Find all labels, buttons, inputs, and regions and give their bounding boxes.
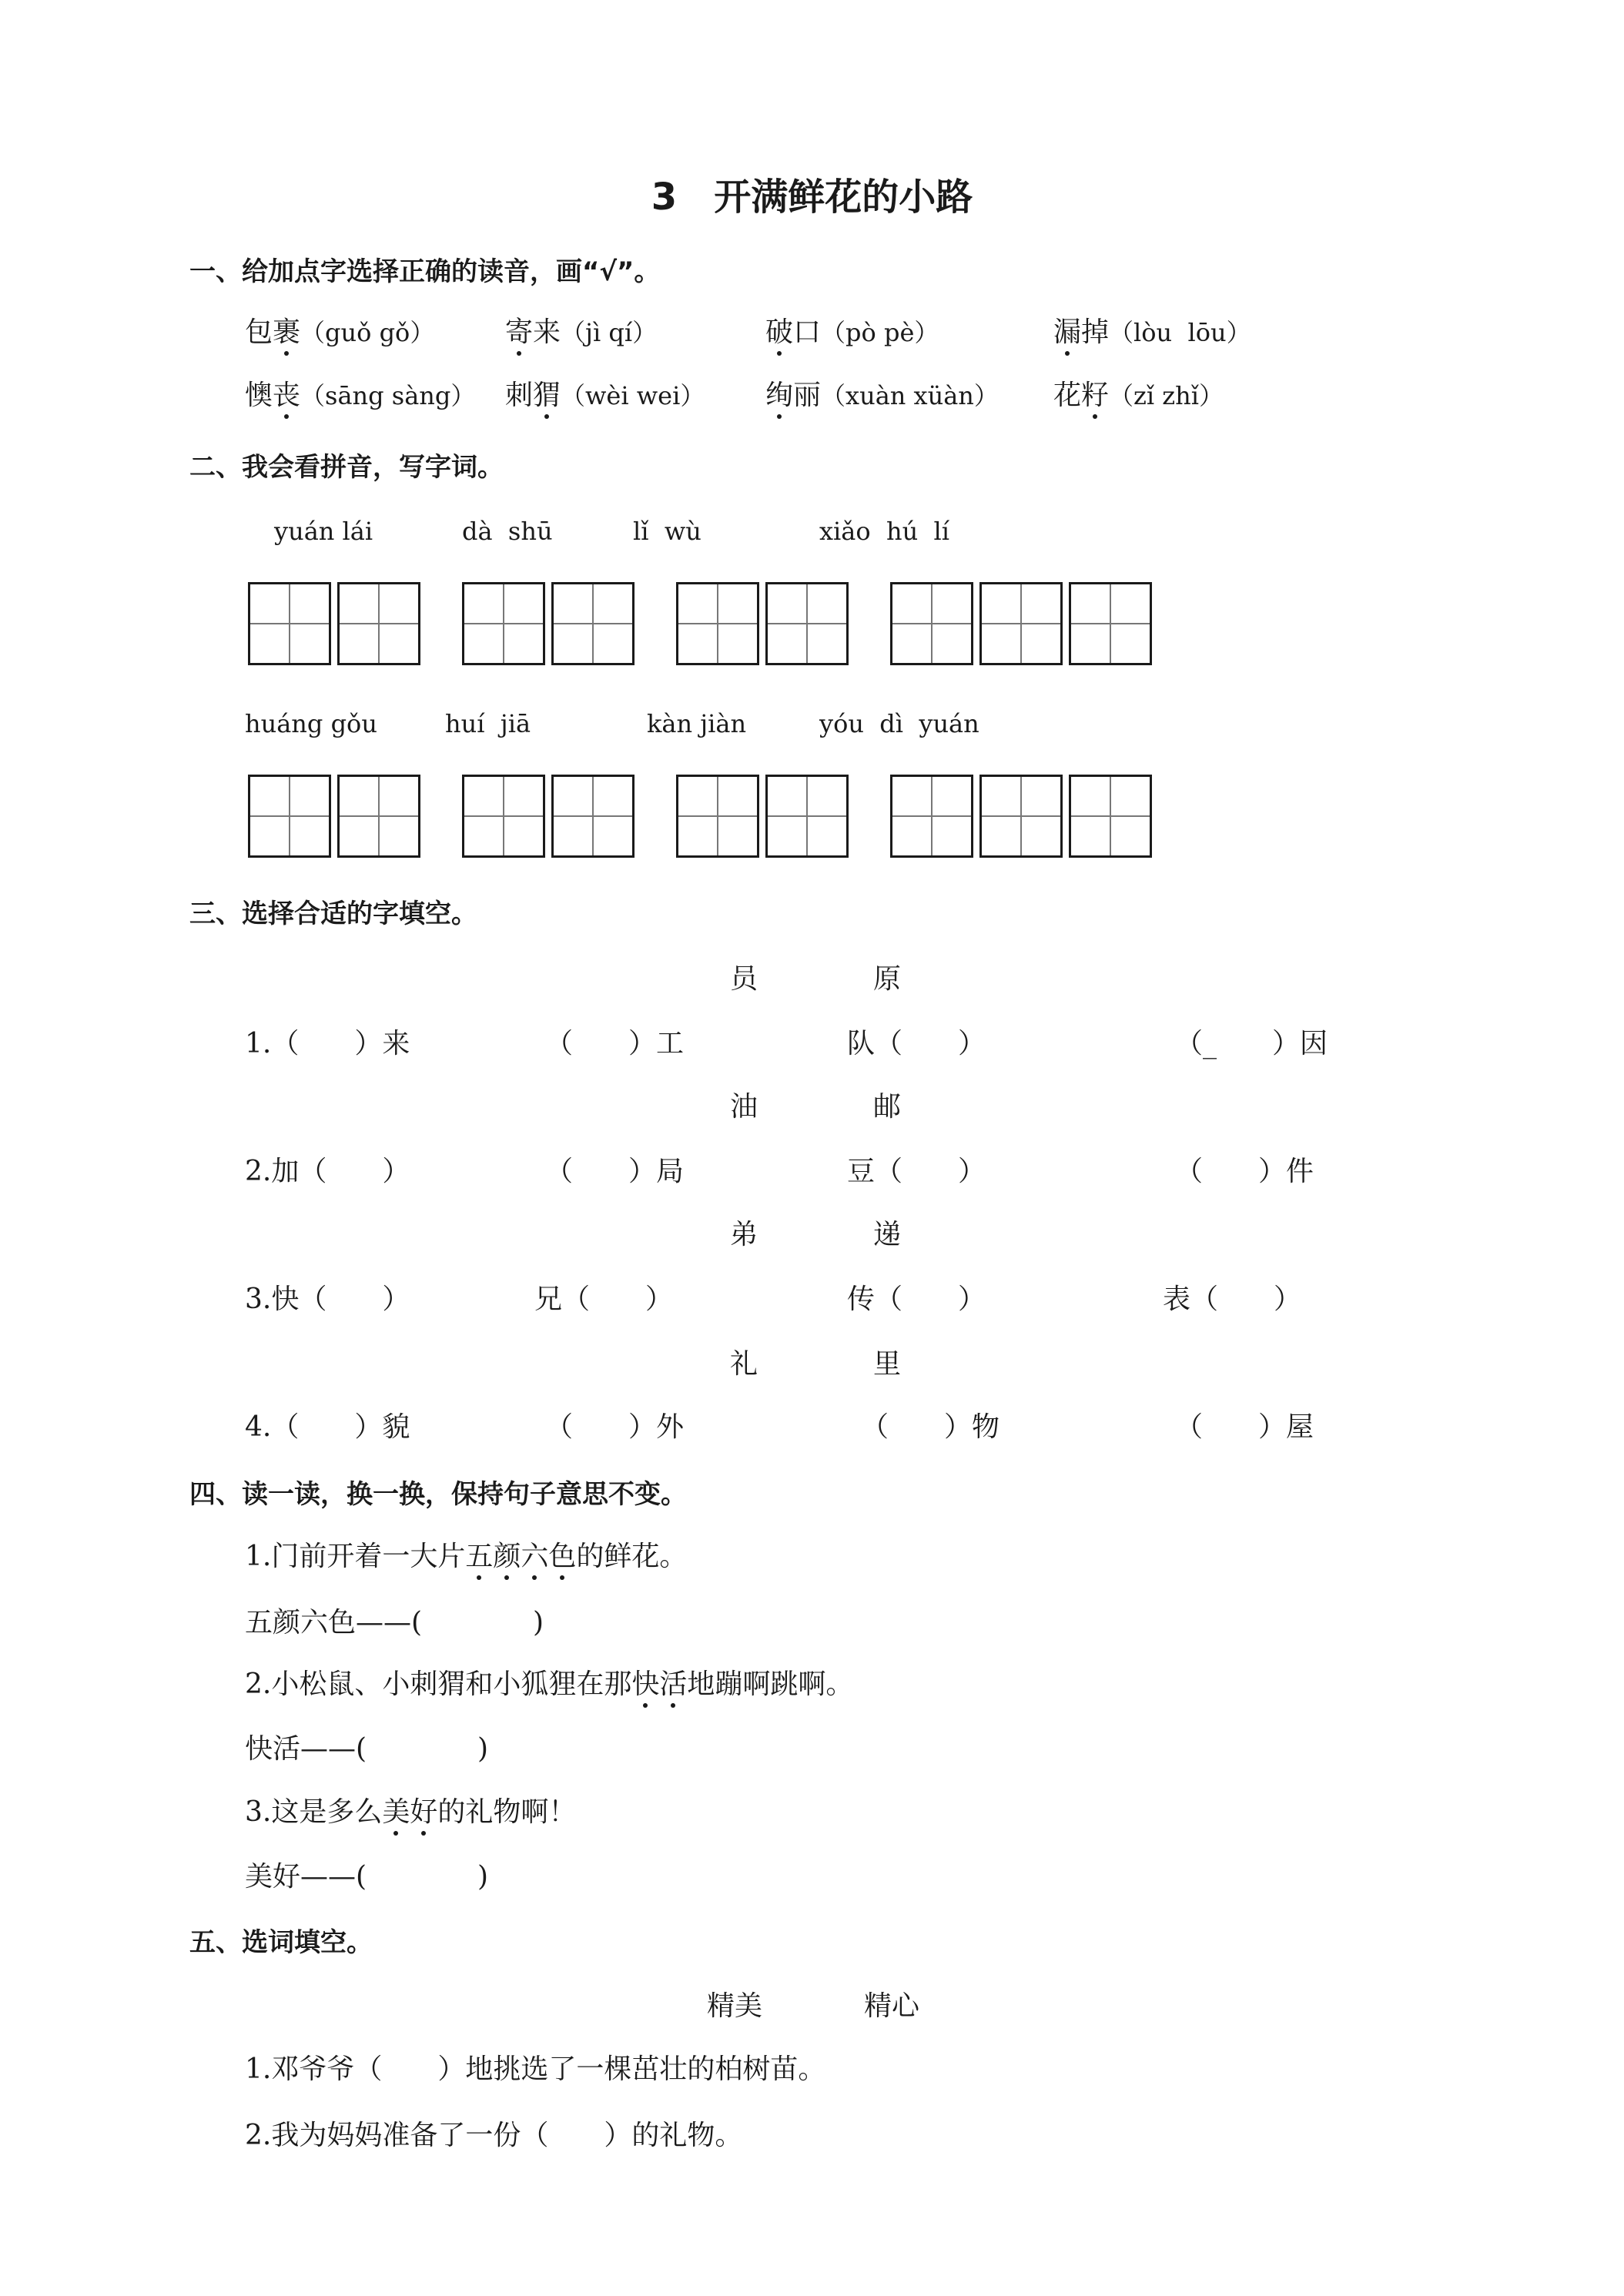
emphasis-char: 五 [465, 1541, 494, 1572]
writing-grid-group [248, 775, 420, 858]
writing-cell[interactable] [1069, 582, 1152, 665]
s1-item-7: 绚丽（xuàn xüàn） [765, 380, 999, 411]
choice-char: 油 [730, 1091, 758, 1123]
section1-heading: 一、给加点字选择正确的读音，画“√”。 [189, 256, 661, 287]
fill-blank: 2.加（ ） [245, 1156, 410, 1187]
sentence-2: 2.小松鼠、小刺猬和小狐狸在那快活地蹦啊跳啊。 [245, 1668, 854, 1700]
emphasis-char: 颜 [493, 1541, 521, 1572]
fill-blank: 3.快（ ） [245, 1284, 410, 1315]
answer-line-1: 五颜六色——( ) [245, 1607, 544, 1638]
writing-grid-group [676, 582, 849, 665]
choice-char: 员 [730, 963, 758, 995]
pinyin-label: dà shū [462, 517, 553, 546]
fill-blank: （ ）屋 [1175, 1411, 1314, 1443]
writing-cell[interactable] [1069, 775, 1152, 858]
page-title: 3 开满鲜花的小路 [651, 176, 973, 219]
s1-item-1: 包裹（guǒ gǒ） [245, 316, 435, 348]
fill-blank: （ ）局 [545, 1156, 685, 1187]
choice-char: 弟 [730, 1219, 758, 1250]
section3-heading: 三、选择合适的字填空。 [189, 899, 477, 929]
fill-blank: 1.（ ）来 [245, 1028, 410, 1059]
writing-cell[interactable] [676, 582, 759, 665]
writing-cell[interactable] [462, 582, 545, 665]
choice-char: 原 [873, 963, 902, 995]
section4-heading: 四、读一读，换一换，保持句子意思不变。 [189, 1479, 687, 1510]
fill-blank: （ ）工 [545, 1028, 685, 1059]
pinyin-label: lǐ wù [633, 517, 702, 546]
pinyin-label: kàn jiàn [647, 709, 747, 738]
choice-char: 邮 [873, 1091, 902, 1123]
writing-grid-group [462, 775, 635, 858]
answer-line-3: 美好——( ) [245, 1861, 489, 1893]
answer-line-2: 快活——( ) [245, 1733, 489, 1765]
s1-item-5: 懊丧（sāng sàng） [245, 380, 476, 411]
sentence-3: 3.这是多么美好的礼物啊！ [245, 1796, 577, 1828]
writing-grid-group [676, 775, 849, 858]
fill-blank: （ ）外 [545, 1411, 685, 1443]
s1-item-8: 花籽（zǐ zhǐ） [1053, 380, 1224, 411]
writing-grid-group [248, 582, 420, 665]
s1-item-4: 漏掉（lòu lōu） [1053, 316, 1251, 348]
writing-cell[interactable] [890, 582, 973, 665]
fill-blank: 传（ ） [847, 1284, 986, 1315]
emphasis-char: 活 [659, 1668, 688, 1700]
writing-cell[interactable] [676, 775, 759, 858]
choice-char: 递 [873, 1219, 902, 1250]
writing-cell[interactable] [337, 582, 420, 665]
fill-blank: 表（ ） [1163, 1284, 1302, 1315]
s1-item-2: 寄来（jì qí） [505, 316, 658, 348]
fill-blank: （_ ）因 [1175, 1028, 1328, 1059]
fill-sentence-1: 1.邓爷爷（ ）地挑选了一棵茁壮的柏树苗。 [245, 2053, 826, 2085]
choice-char: 里 [873, 1348, 902, 1380]
writing-cell[interactable] [462, 775, 545, 858]
pinyin-label: huáng gǒu [245, 709, 377, 738]
word-choice: 精心 [864, 1990, 920, 2022]
section5-heading: 五、选词填空。 [189, 1927, 373, 1958]
fill-blank: （ ）件 [1175, 1156, 1314, 1187]
pinyin-label: xiǎo hú lí [819, 517, 949, 546]
writing-grid-group [890, 775, 1152, 858]
writing-cell[interactable] [337, 775, 420, 858]
writing-grid-group [890, 582, 1152, 665]
writing-cell[interactable] [765, 582, 849, 665]
writing-cell[interactable] [765, 775, 849, 858]
s1-item-6: 刺猬（wèi wei） [505, 380, 705, 411]
writing-cell[interactable] [890, 775, 973, 858]
fill-blank: 队（ ） [847, 1028, 986, 1059]
word-choice: 精美 [707, 1990, 763, 2022]
fill-blank: 4.（ ）貌 [245, 1411, 410, 1443]
writing-cell[interactable] [248, 582, 331, 665]
pinyin-label: yóu dì yuán [819, 709, 979, 738]
writing-cell[interactable] [551, 775, 635, 858]
choice-char: 礼 [730, 1348, 758, 1380]
emphasis-char: 色 [548, 1541, 577, 1572]
emphasis-char: 六 [521, 1541, 549, 1572]
writing-cell[interactable] [248, 775, 331, 858]
emphasis-char: 快 [631, 1668, 660, 1700]
writing-cell[interactable] [551, 582, 635, 665]
fill-blank: 兄（ ） [534, 1284, 674, 1315]
fill-blank: 豆（ ） [847, 1156, 986, 1187]
s1-item-3: 破口（pò pè） [765, 316, 939, 348]
pinyin-label: huí jiā [445, 709, 531, 738]
emphasis-char: 美 [382, 1796, 410, 1828]
section2-heading: 二、我会看拼音，写字词。 [189, 452, 504, 483]
sentence-1: 1.门前开着一大片五颜六色的鲜花。 [245, 1541, 688, 1572]
emphasis-char: 好 [410, 1796, 438, 1828]
fill-sentence-2: 2.我为妈妈准备了一份（ ）的礼物。 [245, 2120, 743, 2151]
writing-cell[interactable] [979, 775, 1063, 858]
pinyin-label: yuán lái [274, 517, 373, 546]
writing-cell[interactable] [979, 582, 1063, 665]
fill-blank: （ ）物 [861, 1411, 1000, 1443]
writing-grid-group [462, 582, 635, 665]
